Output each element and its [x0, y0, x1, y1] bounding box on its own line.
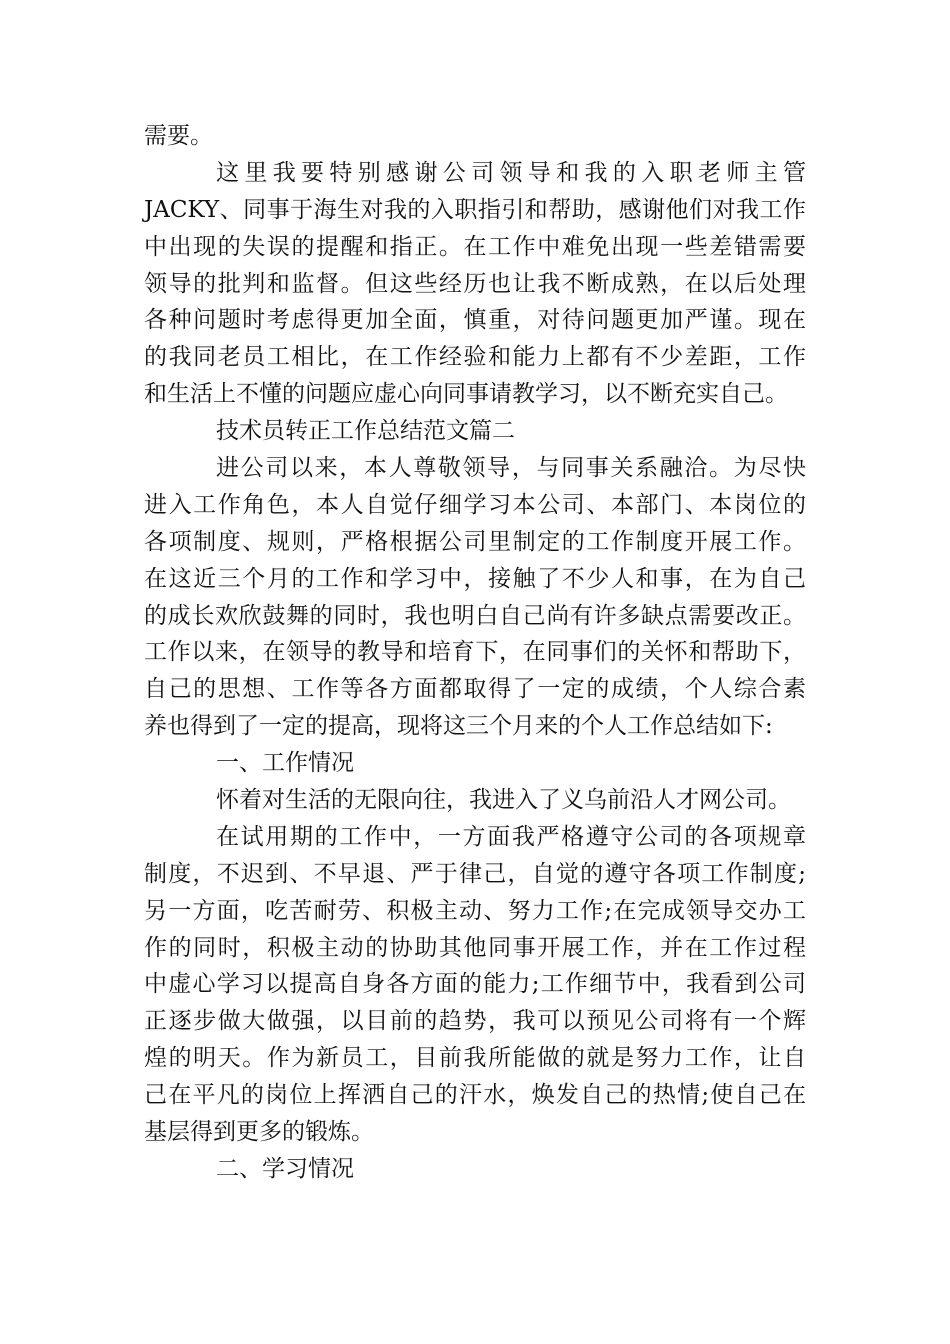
- text-line: 的我同老员工相比，在工作经验和能力上都有不少差距，工作: [144, 344, 806, 371]
- text-line: 正逐步做大做强，以目前的趋势，我可以预见公司将有一个辉: [144, 1008, 806, 1035]
- paragraph-first-line: 进公司以来，本人尊敬领导，与同事关系融洽。为尽快: [216, 455, 806, 482]
- text-line: JACKY、同事于海生对我的入职指引和帮助，感谢他们对我工作: [144, 196, 806, 223]
- text-line: 自己的思想、工作等各方面都取得了一定的成绩，个人综合素: [144, 676, 806, 703]
- text-line: 和生活上不懂的问题应虚心向同事请教学习，以不断充实自己。: [144, 381, 788, 408]
- text-line: 作的同时，积极主动的协助其他同事开展工作，并在工作过程: [144, 934, 806, 961]
- text-line: 各项制度、规则，严格根据公司里制定的工作制度开展工作。: [144, 528, 806, 555]
- text-line: 制度，不迟到、不早退、严于律己，自觉的遵守各项工作制度;: [144, 860, 806, 887]
- text-line: 各种问题时考虑得更加全面，慎重，对待问题更加严谨。现在: [144, 307, 806, 334]
- text-line: 煌的明天。作为新员工，目前我所能做的就是努力工作，让自: [144, 1045, 806, 1072]
- paragraph-first-line: 这里我要特别感谢公司领导和我的入职老师主管: [216, 159, 806, 186]
- text-line: 基层得到更多的锻炼。: [144, 1119, 374, 1146]
- text-line: 需要。: [144, 123, 213, 149]
- text-line: 领导的批判和监督。但这些经历也让我不断成熟，在以后处理: [144, 270, 806, 297]
- paragraph-first-line: 怀着对生活的无限向往，我进入了义乌前沿人才网公司。: [216, 787, 791, 814]
- text-line: 己在平凡的岗位上挥洒自己的汗水，焕发自己的热情;使自己在: [144, 1082, 806, 1109]
- text-line: 中虚心学习以提高自身各方面的能力;工作细节中，我看到公司: [144, 971, 806, 998]
- text-line: 中出现的失误的提醒和指正。在工作中难免出现一些差错需要: [144, 233, 806, 260]
- text-line: 工作以来，在领导的教导和培育下，在同事们的关怀和帮助下，: [144, 639, 806, 666]
- text-line: 的成长欢欣鼓舞的同时，我也明白自己尚有许多缺点需要改正。: [144, 602, 806, 629]
- section-heading: 二、学习情况: [216, 1155, 354, 1182]
- paragraph-first-line: 在试用期的工作中，一方面我严格遵守公司的各项规章: [216, 823, 806, 850]
- text-line: 另一方面，吃苦耐劳、积极主动、努力工作;在完成领导交办工: [144, 897, 806, 924]
- text-line: 在这近三个月的工作和学习中，接触了不少人和事，在为自己: [144, 565, 806, 592]
- document-body: [144, 118, 806, 1188]
- section-title: 技术员转正工作总结范文篇二: [216, 418, 515, 445]
- section-heading: 一、工作情况: [216, 750, 354, 777]
- text-line: 养也得到了一定的提高，现将这三个月来的个人工作总结如下:: [144, 713, 773, 740]
- text-line: 进入工作角色，本人自觉仔细学习本公司、本部门、本岗位的: [144, 491, 806, 518]
